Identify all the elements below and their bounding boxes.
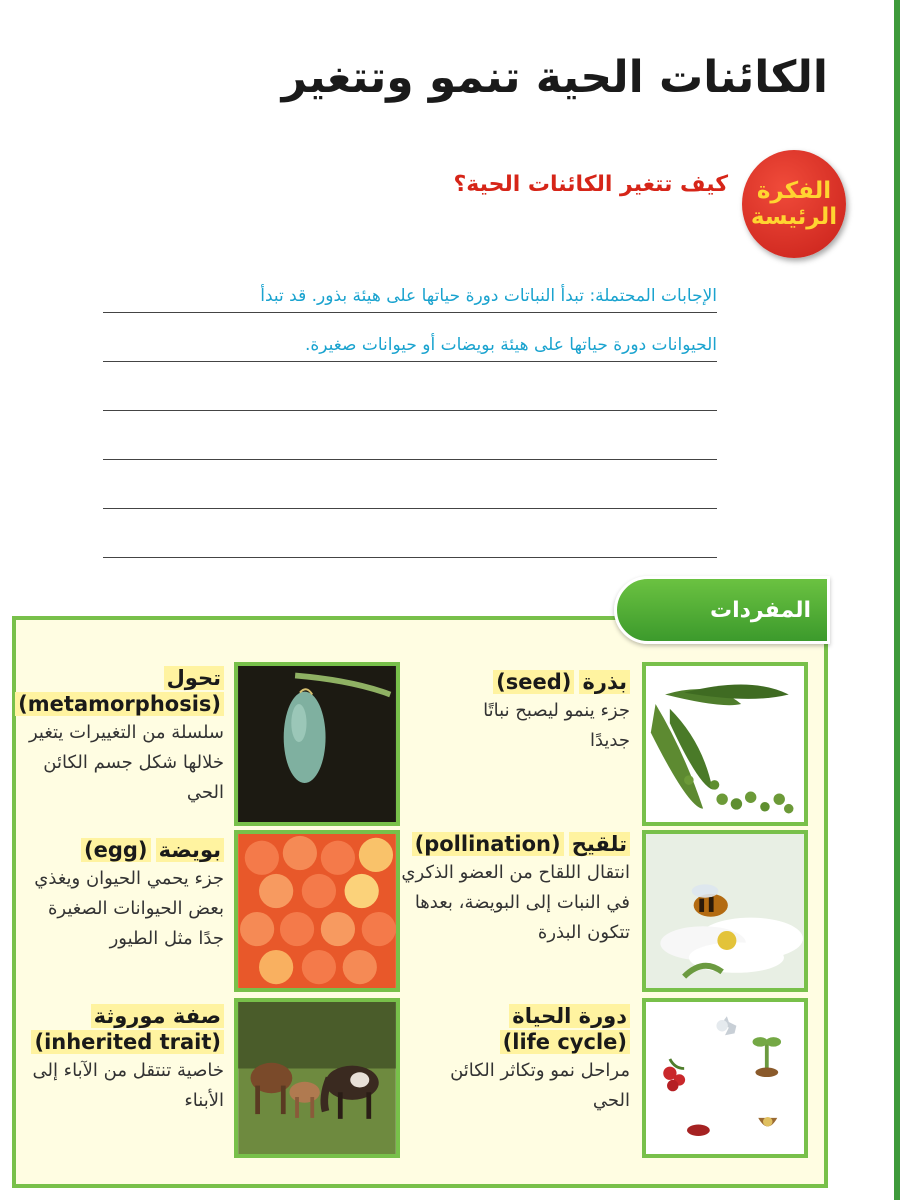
main-idea-badge bbox=[742, 150, 846, 258]
term-ar: تلقيح bbox=[569, 832, 630, 856]
vocab-life-cycle bbox=[420, 1004, 630, 1116]
term-definition: جزء ينمو ليصبح نباتًا جديدًا bbox=[483, 700, 630, 751]
main-idea-question: كيف تتغير الكائنات الحية؟ bbox=[453, 172, 728, 197]
term-definition: مراحل نمو وتكاثر الكائن الحي bbox=[450, 1060, 630, 1111]
term-definition: جزء يحمي الحيوان ويغذي بعض الحيوانات الصغيرة جدًا مثل الطيور bbox=[34, 868, 224, 949]
pea-pod-icon bbox=[642, 662, 808, 826]
term-ar: بويضة bbox=[156, 838, 224, 862]
answer-line[interactable] bbox=[103, 460, 717, 509]
bee-flower-icon bbox=[642, 830, 808, 992]
term-en: (egg) bbox=[81, 838, 151, 862]
horses-icon bbox=[234, 998, 400, 1158]
answer-line[interactable] bbox=[103, 509, 717, 558]
vocab-egg bbox=[24, 838, 224, 954]
chrysalis-icon bbox=[234, 662, 400, 826]
vocab-inherited-trait bbox=[24, 1004, 224, 1116]
term-en: (life cycle) bbox=[500, 1030, 630, 1054]
badge-line2: الرئيسة bbox=[750, 204, 838, 230]
term-en: (pollination) bbox=[412, 832, 564, 856]
term-en: (metamorphosis) bbox=[15, 692, 224, 716]
answer-line[interactable] bbox=[103, 313, 717, 362]
vocab-metamorphosis bbox=[18, 666, 224, 808]
answer-line[interactable] bbox=[103, 362, 717, 411]
badge-line1: الفكرة bbox=[756, 177, 832, 204]
answer-text: الإجابات المحتملة: تبدأ النباتات دورة حياتها على هيئة بذور. قد تبدأ bbox=[260, 286, 717, 306]
vocabulary-header bbox=[614, 576, 830, 644]
vocab-seed bbox=[440, 670, 630, 756]
answer-line[interactable] bbox=[103, 411, 717, 460]
term-en: (seed) bbox=[493, 670, 574, 694]
term-definition: سلسلة من التغييرات يتغير خلالها شكل جسم الكائن الحي bbox=[28, 722, 224, 803]
page-title: الكائنات الحية تنمو وتتغير bbox=[281, 52, 828, 103]
term-ar: صفة موروثة bbox=[91, 1004, 224, 1028]
page-edge-stripe bbox=[894, 0, 900, 1200]
vocabulary-header-label: المفردات bbox=[709, 597, 811, 623]
eggs-icon bbox=[234, 830, 400, 992]
term-definition: انتقال اللقاح من العضو الذكري في النبات إلى البويضة، بعدها تتكون البذرة bbox=[401, 862, 630, 943]
term-ar: بذرة bbox=[579, 670, 630, 694]
answer-line[interactable] bbox=[103, 264, 717, 313]
term-ar: دورة الحياة bbox=[509, 1004, 630, 1028]
answer-lines bbox=[103, 264, 717, 558]
plant-cycle-icon bbox=[642, 998, 808, 1158]
term-definition: خاصية تنتقل من الآباء إلى الأبناء bbox=[32, 1060, 224, 1111]
answer-text: الحيوانات دورة حياتها على هيئة بويضات أو حيوانات صغيرة. bbox=[304, 335, 717, 355]
vocab-pollination bbox=[380, 832, 630, 948]
term-en: (inherited trait) bbox=[31, 1030, 224, 1054]
term-ar: تحول bbox=[164, 666, 224, 690]
